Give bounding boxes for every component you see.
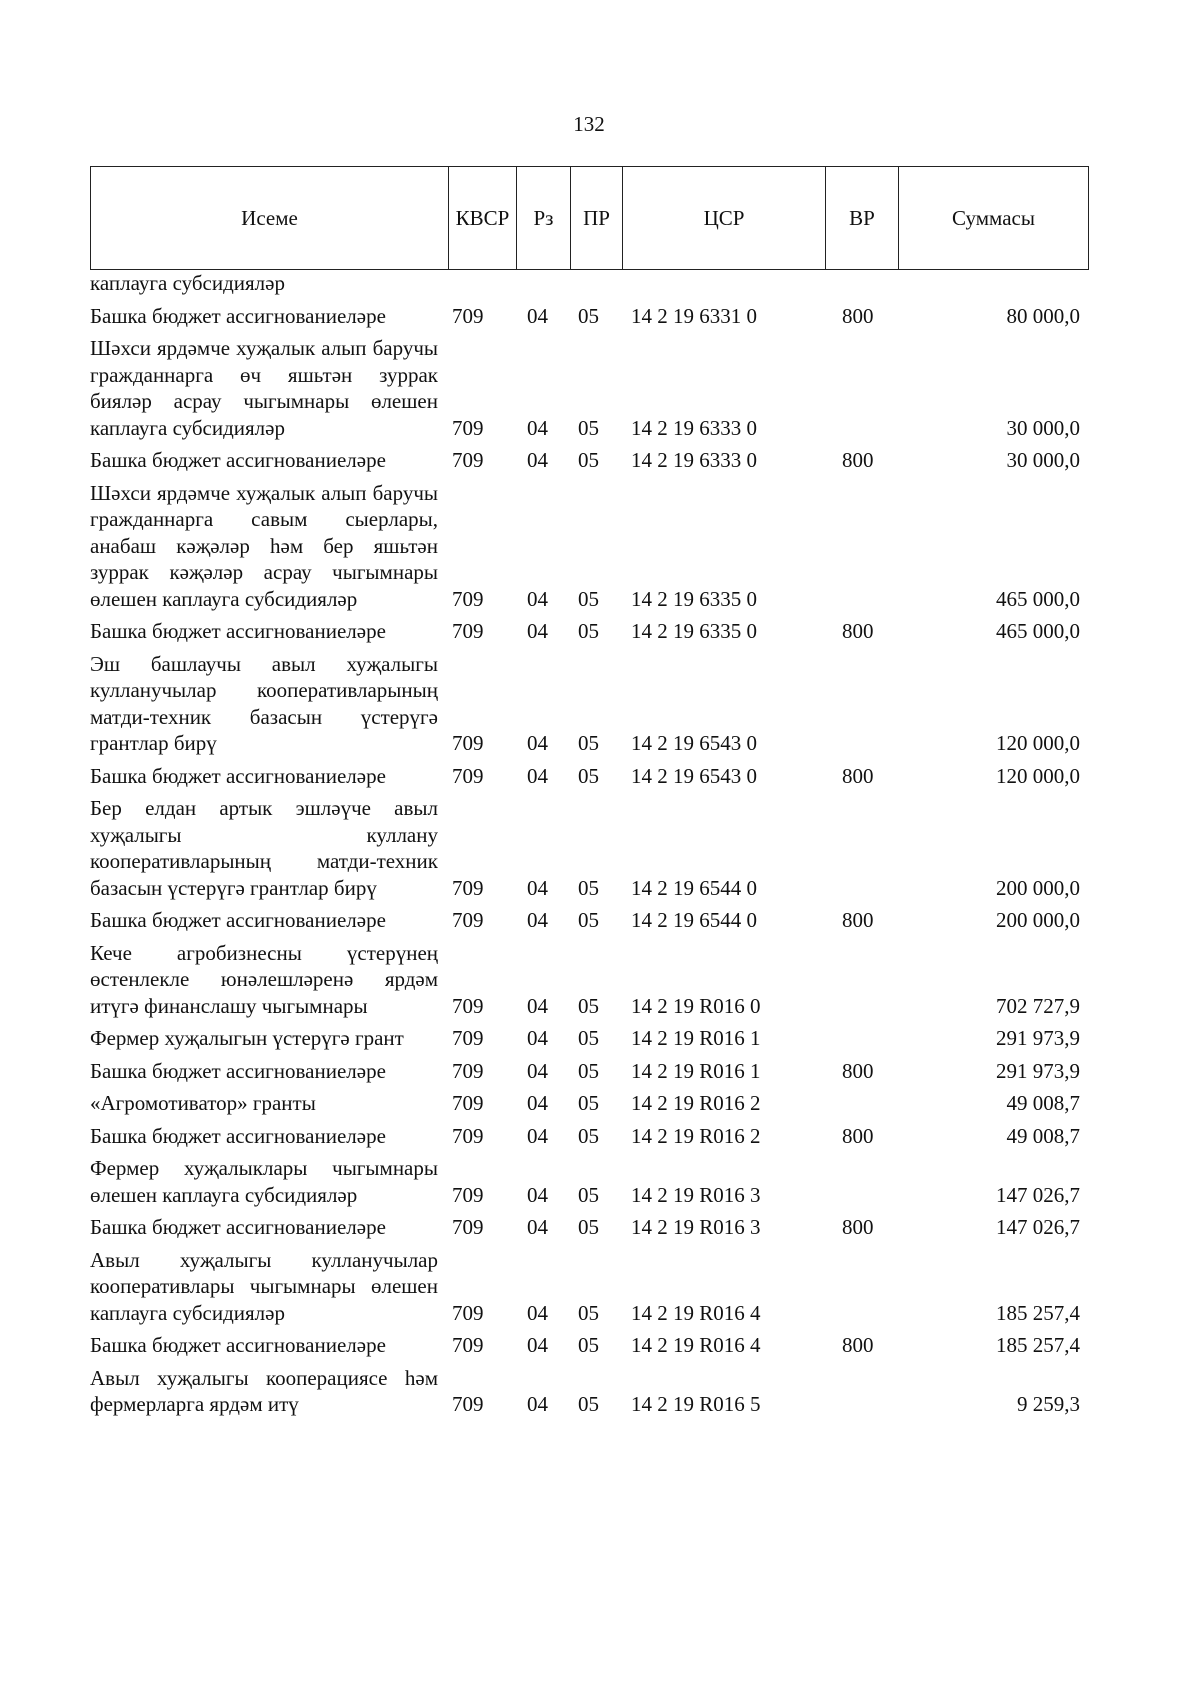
cell-name: Башка бюджет ассигнованиеләре — [90, 303, 386, 328]
cell-pr: 05 — [578, 731, 599, 755]
cell-rz: 04 — [527, 1091, 548, 1115]
cell-csr: 14 2 19 6335 0 — [631, 586, 757, 611]
cell-sum: 147 026,7 — [996, 1215, 1080, 1239]
cell-sum: 185 257,4 — [996, 1300, 1080, 1325]
cell-csr: 14 2 19 R016 4 — [631, 1300, 761, 1325]
cell-rz: 04 — [527, 303, 548, 328]
cell-sum: 147 026,7 — [996, 1182, 1080, 1207]
header-kvsr: КВСР — [449, 167, 517, 270]
cell-pr: 05 — [578, 1123, 599, 1148]
table-header — [90, 166, 1089, 270]
cell-pr: 05 — [578, 448, 599, 472]
cell-vr: 800 — [842, 448, 874, 472]
cell-name: Авыл хуҗалыгы кооперациясе һәм фермерларга ярдәм итү — [90, 1365, 438, 1416]
cell-sum: 9 259,3 — [1017, 1392, 1080, 1416]
cell-sum: 291 973,9 — [996, 1058, 1080, 1083]
cell-csr: 14 2 19 R016 5 — [631, 1392, 761, 1416]
cell-rz: 04 — [527, 1123, 548, 1148]
table-row — [90, 1365, 1088, 1418]
cell-rz: 04 — [527, 908, 548, 932]
cell-csr: 14 2 19 R016 2 — [631, 1091, 761, 1115]
table-row — [90, 795, 1088, 901]
cell-vr: 800 — [842, 1333, 874, 1357]
cell-sum: 120 000,0 — [996, 763, 1080, 788]
cell-kvsr: 709 — [452, 586, 484, 611]
cell-kvsr: 709 — [452, 1123, 484, 1148]
cell-sum: 30 000,0 — [1006, 415, 1080, 440]
cell-rz: 04 — [527, 1300, 548, 1325]
cell-csr: 14 2 19 R016 2 — [631, 1123, 761, 1148]
cell-sum: 702 727,9 — [996, 993, 1080, 1018]
cell-sum: 30 000,0 — [1006, 448, 1080, 472]
cell-kvsr: 709 — [452, 1392, 484, 1416]
cell-kvsr: 709 — [452, 1300, 484, 1325]
cell-rz: 04 — [527, 763, 548, 788]
cell-pr: 05 — [578, 303, 599, 328]
cell-vr: 800 — [842, 908, 874, 932]
table-row — [90, 1123, 1088, 1150]
table-row — [90, 1155, 1088, 1208]
table-row — [90, 303, 1088, 330]
header-sum: Суммасы — [899, 167, 1089, 270]
table-row — [90, 335, 1088, 441]
table-row — [90, 763, 1088, 790]
cell-csr: 14 2 19 6331 0 — [631, 303, 757, 328]
cell-kvsr: 709 — [452, 908, 484, 932]
cell-pr: 05 — [578, 1215, 599, 1239]
cell-pr: 05 — [578, 993, 599, 1018]
cell-pr: 05 — [578, 1392, 599, 1416]
cell-pr: 05 — [578, 1091, 599, 1115]
cell-csr: 14 2 19 6335 0 — [631, 619, 757, 643]
cell-rz: 04 — [527, 415, 548, 440]
header-name: Исеме — [91, 167, 449, 270]
cell-rz: 04 — [527, 993, 548, 1018]
cell-pr: 05 — [578, 1182, 599, 1207]
cell-rz: 04 — [527, 1392, 548, 1416]
cell-pr: 05 — [578, 908, 599, 932]
cell-sum: 465 000,0 — [996, 619, 1080, 643]
cell-name: Башка бюджет ассигнованиеләре — [90, 1123, 386, 1148]
cell-vr: 800 — [842, 1123, 874, 1148]
cell-rz: 04 — [527, 586, 548, 611]
cell-rz: 04 — [527, 1182, 548, 1207]
cell-sum: 80 000,0 — [1006, 303, 1080, 328]
cell-sum: 200 000,0 — [996, 875, 1080, 900]
cell-kvsr: 709 — [452, 303, 484, 328]
cell-kvsr: 709 — [452, 875, 484, 900]
table-row — [90, 480, 1088, 613]
cell-name: Шәхси ярдәмче хуҗалык алып баручы гражданнарга өч яшьтән зуррак бияләр асрау чыгымнары өлешен каплауга субсидияләр — [90, 336, 438, 440]
cell-csr: 14 2 19 R016 3 — [631, 1182, 761, 1207]
cell-name: каплауга субсидияләр — [90, 271, 285, 295]
cell-kvsr: 709 — [452, 1182, 484, 1207]
cell-rz: 04 — [527, 1333, 548, 1357]
table-row — [90, 1090, 1088, 1117]
cell-pr: 05 — [578, 875, 599, 900]
cell-rz: 04 — [527, 1058, 548, 1083]
cell-name: Башка бюджет ассигнованиеләре — [90, 908, 386, 932]
cell-csr: 14 2 19 6544 0 — [631, 908, 757, 932]
cell-csr: 14 2 19 6333 0 — [631, 415, 757, 440]
table-row — [90, 1214, 1088, 1241]
cell-kvsr: 709 — [452, 763, 484, 788]
table-row — [90, 270, 1088, 297]
cell-sum: 465 000,0 — [996, 586, 1080, 611]
cell-pr: 05 — [578, 619, 599, 643]
cell-kvsr: 709 — [452, 993, 484, 1018]
table-row — [90, 1247, 1088, 1327]
cell-csr: 14 2 19 6543 0 — [631, 763, 757, 788]
cell-kvsr: 709 — [452, 619, 484, 643]
cell-pr: 05 — [578, 1333, 599, 1357]
cell-csr: 14 2 19 6544 0 — [631, 875, 757, 900]
cell-csr: 14 2 19 R016 3 — [631, 1215, 761, 1239]
cell-pr: 05 — [578, 415, 599, 440]
table-row — [90, 1058, 1088, 1085]
cell-name: Фермер хуҗалыгын үстерүгә грант — [90, 1026, 404, 1050]
cell-sum: 200 000,0 — [996, 908, 1080, 932]
cell-sum: 291 973,9 — [996, 1026, 1080, 1050]
table-row — [90, 907, 1088, 934]
cell-name: Бер елдан артык эшләүче авыл хуҗалыгы куллану кооперативларының матди-техник базасын үстерүгә грантлар бирү — [90, 796, 438, 900]
cell-csr: 14 2 19 6543 0 — [631, 731, 757, 755]
cell-rz: 04 — [527, 1215, 548, 1239]
table-body — [90, 270, 1088, 1424]
cell-kvsr: 709 — [452, 1215, 484, 1239]
cell-name: Авыл хуҗалыгы кулланучылар кооперативлары чыгымнары өлешен каплауга субсидияләр — [90, 1247, 438, 1325]
cell-name: Фермер хуҗалыклары чыгымнары өлешен каплауга субсидияләр — [90, 1156, 438, 1207]
cell-kvsr: 709 — [452, 731, 484, 755]
cell-vr: 800 — [842, 1215, 874, 1239]
cell-rz: 04 — [527, 448, 548, 472]
cell-kvsr: 709 — [452, 1333, 484, 1357]
cell-vr: 800 — [842, 619, 874, 643]
cell-csr: 14 2 19 R016 1 — [631, 1026, 761, 1050]
cell-name: Эш башлаучы авыл хуҗалыгы кулланучылар кооперативларының матди-техник базасын үстерүгә грантлар бирү — [90, 651, 438, 755]
cell-csr: 14 2 19 6333 0 — [631, 448, 757, 472]
header-rz: Рз — [517, 167, 571, 270]
cell-name: «Агромотиватор» гранты — [90, 1091, 316, 1115]
cell-name: Кече агробизнесны үстерүнең өстенлекле юнәлешләренә ярдәм итүгә финанслашу чыгымнары — [90, 940, 438, 1018]
cell-pr: 05 — [578, 1058, 599, 1083]
cell-rz: 04 — [527, 875, 548, 900]
cell-csr: 14 2 19 R016 4 — [631, 1333, 761, 1357]
cell-vr: 800 — [842, 303, 874, 328]
cell-name: Башка бюджет ассигнованиеләре — [90, 448, 386, 472]
header-pr: ПР — [571, 167, 623, 270]
cell-kvsr: 709 — [452, 1026, 484, 1050]
table-row — [90, 1332, 1088, 1359]
cell-name: Башка бюджет ассигнованиеләре — [90, 763, 386, 788]
table-row — [90, 940, 1088, 1020]
cell-kvsr: 709 — [452, 1091, 484, 1115]
cell-rz: 04 — [527, 619, 548, 643]
cell-sum: 49 008,7 — [1006, 1091, 1080, 1115]
cell-sum: 49 008,7 — [1006, 1123, 1080, 1148]
table-row — [90, 447, 1088, 474]
cell-pr: 05 — [578, 1026, 599, 1050]
cell-name: Башка бюджет ассигнованиеләре — [90, 619, 386, 643]
cell-vr: 800 — [842, 1058, 874, 1083]
cell-rz: 04 — [527, 731, 548, 755]
table-row — [90, 651, 1088, 757]
cell-sum: 185 257,4 — [996, 1333, 1080, 1357]
cell-kvsr: 709 — [452, 448, 484, 472]
table-row — [90, 1025, 1088, 1052]
cell-csr: 14 2 19 R016 0 — [631, 993, 761, 1018]
table-row — [90, 618, 1088, 645]
cell-name: Башка бюджет ассигнованиеләре — [90, 1058, 386, 1083]
cell-sum: 120 000,0 — [996, 731, 1080, 755]
cell-kvsr: 709 — [452, 1058, 484, 1083]
cell-csr: 14 2 19 R016 1 — [631, 1058, 761, 1083]
cell-name: Башка бюджет ассигнованиеләре — [90, 1333, 386, 1357]
cell-vr: 800 — [842, 763, 874, 788]
page-number: 132 — [573, 112, 605, 136]
cell-rz: 04 — [527, 1026, 548, 1050]
cell-name: Башка бюджет ассигнованиеләре — [90, 1215, 386, 1239]
header-vr: ВР — [826, 167, 899, 270]
cell-pr: 05 — [578, 586, 599, 611]
cell-name: Шәхси ярдәмче хуҗалык алып баручы гражданнарга савым сыерлары, анабаш кәҗәләр һәм бер яшьтән зуррак кәҗәләр асрау чыгымнары өлешен каплауга субсидияләр — [90, 480, 438, 611]
cell-kvsr: 709 — [452, 415, 484, 440]
cell-pr: 05 — [578, 1300, 599, 1325]
cell-pr: 05 — [578, 763, 599, 788]
header-csr: ЦСР — [623, 167, 826, 270]
